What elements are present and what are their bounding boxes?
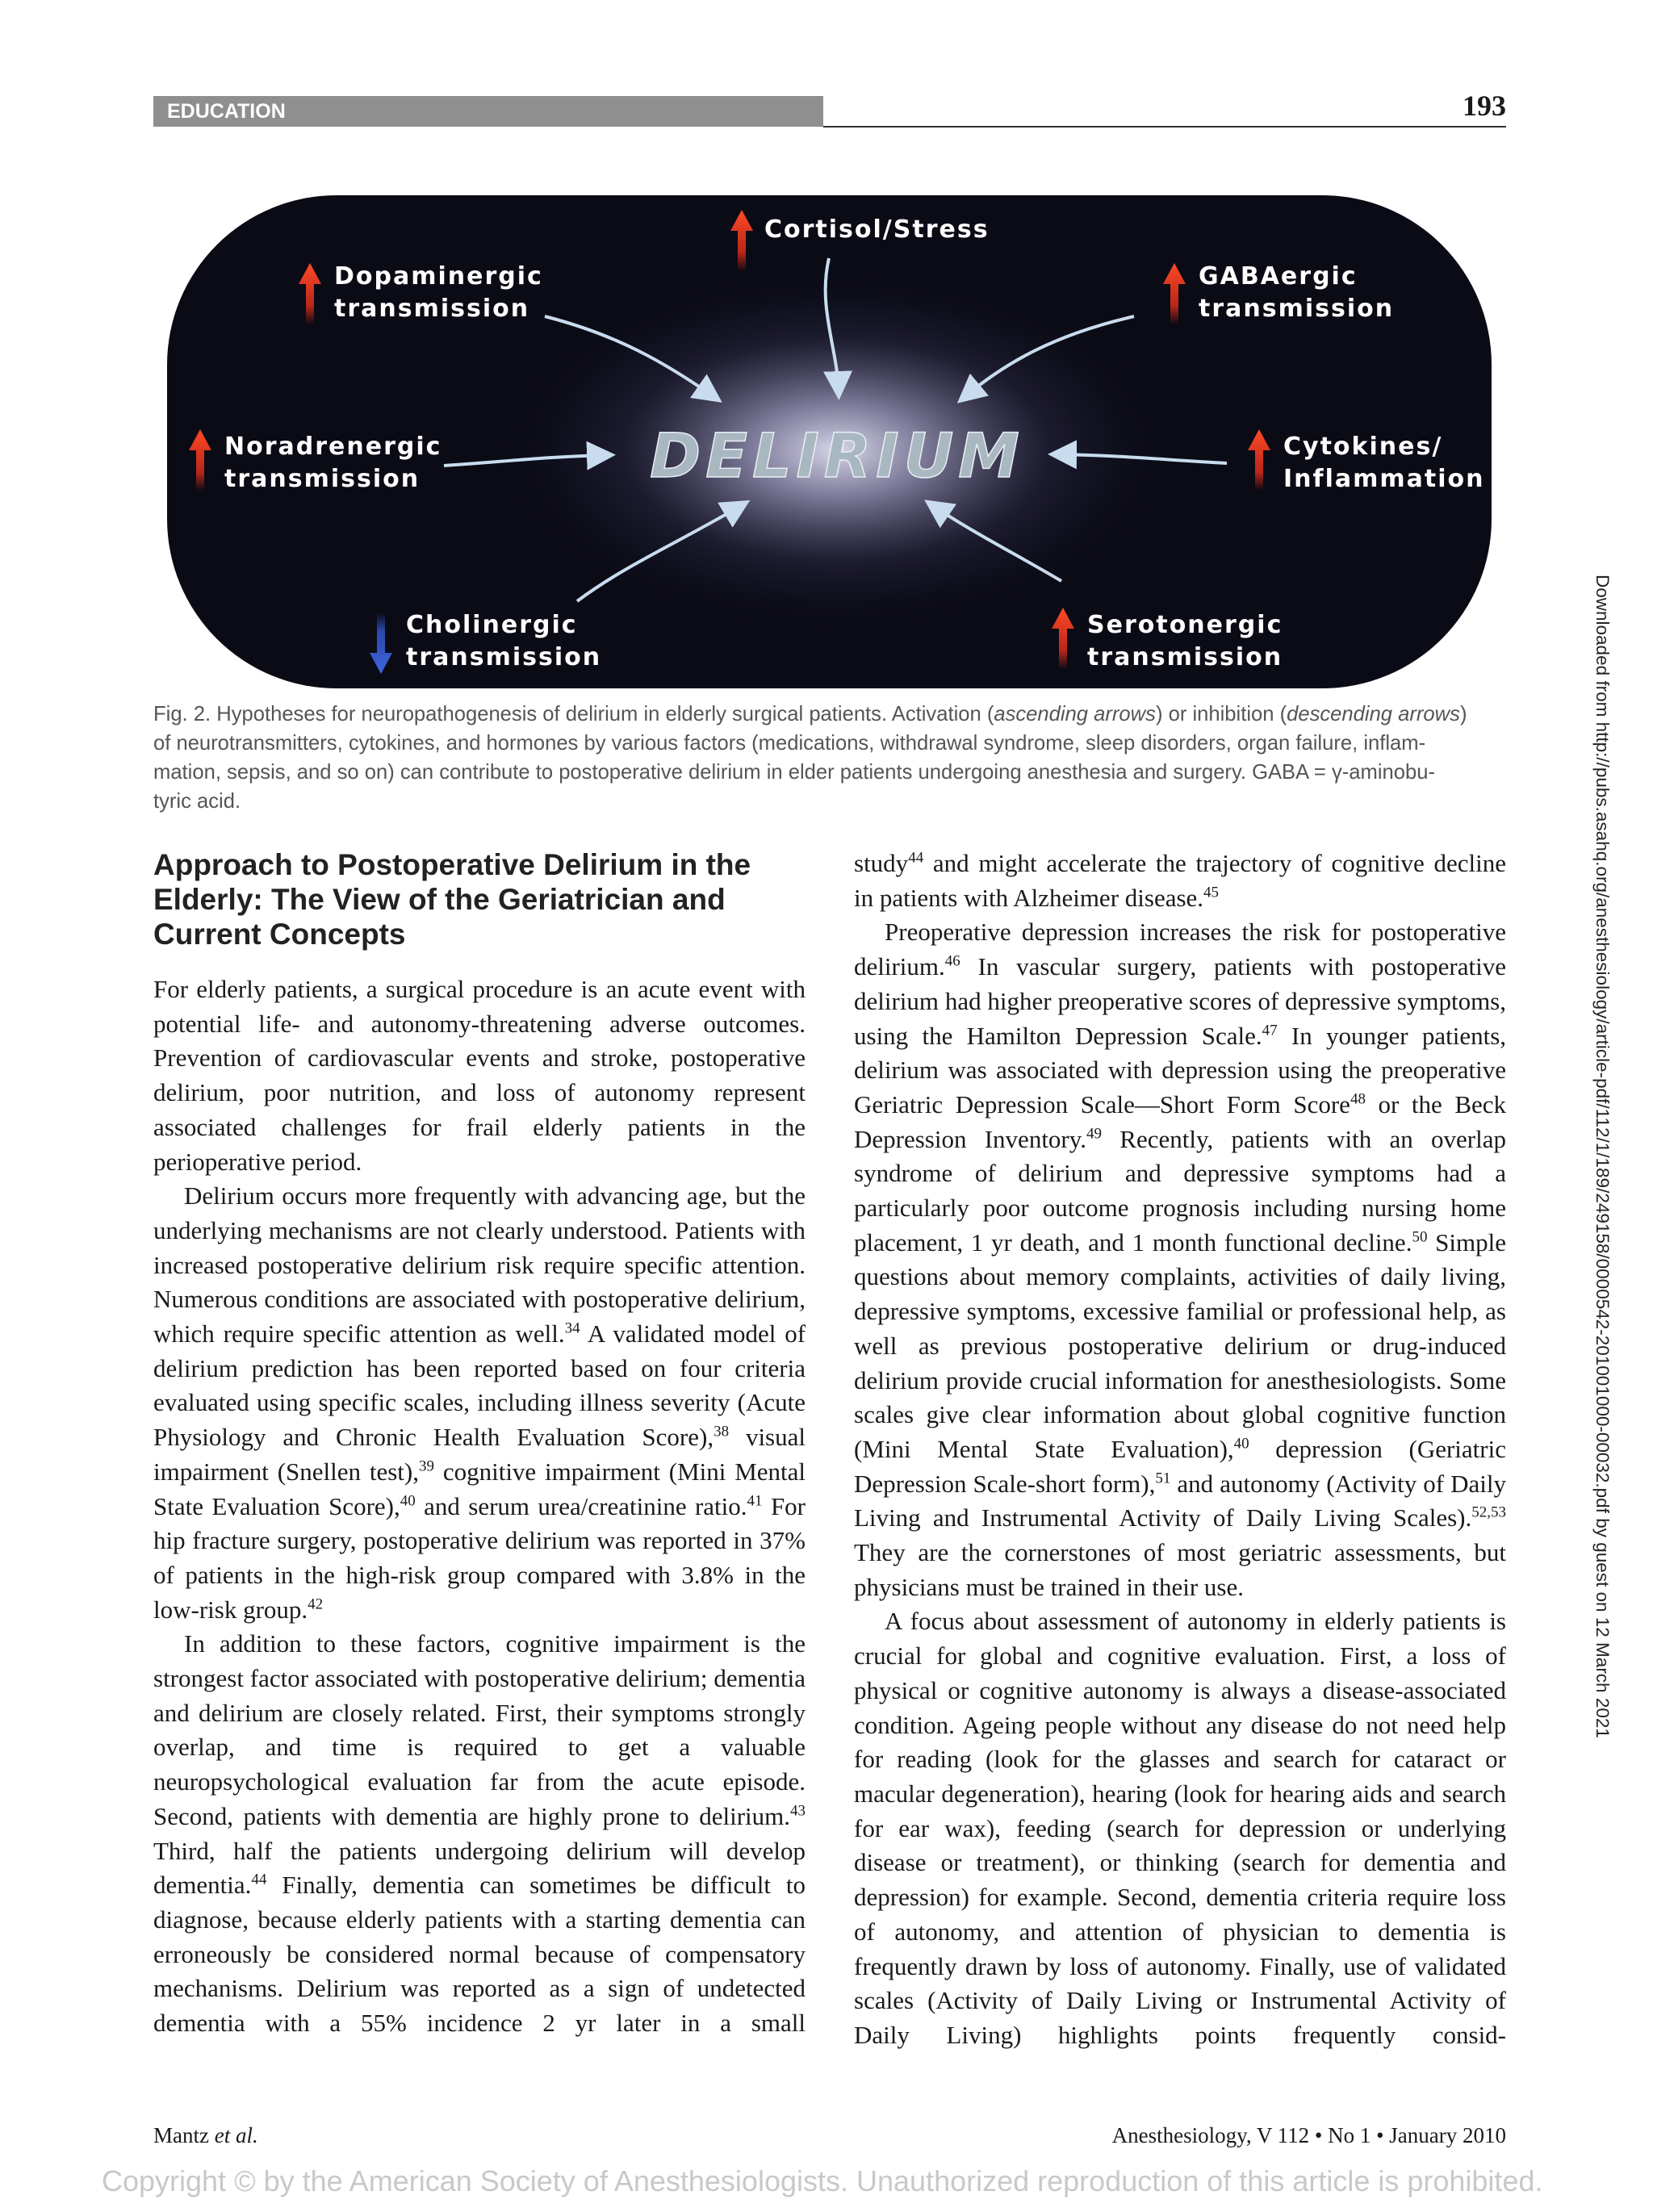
citation: 50 [1412, 1228, 1428, 1246]
citation: 41 [747, 1492, 763, 1510]
factor-dopaminergic-sublabel: transmission [334, 295, 530, 323]
delirium-label: DELIRIUM [650, 420, 1024, 491]
paragraph: For elderly patients, a surgical procedure is an acute event with potential life- and autonomy-threatening adverse outcomes. Prevention of cardiovascular events and stroke, postoperative delirium, poor nutrition, and loss of autonomy represent associated challenges for frail elderly patients in the perioperative period. [153, 975, 806, 1176]
citation: 47 [1262, 1022, 1278, 1039]
footer-journal: Anesthesiology, V 112 • No 1 • January 2010 [1111, 2123, 1506, 2147]
factor-gabaergic-label: GABAergic [1199, 262, 1358, 291]
factor-serotonergic-sublabel: transmission [1087, 643, 1283, 671]
citation: 40 [400, 1492, 416, 1510]
right-column [854, 847, 1506, 2053]
section-title: Approach to Postoperative Delirium in the Elderly: The View of the Geriatrician and Current Concepts [153, 848, 751, 951]
citation: 51 [1155, 1470, 1171, 1487]
citation: 42 [308, 1595, 324, 1613]
citation: 43 [790, 1802, 806, 1820]
factor-dopaminergic-label: Dopaminergic [334, 262, 543, 291]
paragraph: In addition to these factors, cognitive impairment is the strongest factor associated with postoperative delirium; dementia and delirium are closely related. First, their symptoms strongly overlap, and time is required to get a valuable neuropsychological evaluation far from the acute episode. Second, patients with dementia are highly prone to delirium.$^{43}$ Third, half the patients undergoing delirium will develop dementia.$^{44}$ Finally, dementia can sometimes be difficult to diagnose, because elderly patients with a starting dementia can erroneously be considered normal because of compensatory mechanisms. Delirium was reported as a sign of undetected dementia with a 55% incidence 2 yr later in a small [153, 1629, 806, 2038]
factor-serotonergic-label: Serotonergic [1087, 611, 1283, 639]
citation: 38 [714, 1423, 730, 1441]
factor-cortisol-label: Cortisol/Stress [764, 215, 990, 244]
download-note [1588, 575, 1616, 1738]
citation: 52,53 [1471, 1504, 1506, 1522]
citation: 49 [1086, 1125, 1102, 1143]
copyright-watermark: Copyright © by the American Society of Anesthesiologists. Unauthorized reproduction of this article is prohibited. [102, 2164, 1543, 2197]
paragraph: Delirium occurs more frequently with advancing age, but the underlying mechanisms are not clearly understood. Patients with increased postoperative delirium risk require specific attention. Numerous conditions are associated with postoperative delirium, which require specific attention as well.$^{34}$ A validated model of delirium prediction has been reported based on four criteria evaluated using specific scales, including illness severity (Acute Physiology and Chronic Health Evaluation Score),$^{38}$ visual impairment (Snellen test),$^{39}$ cognitive impairment (Mini Mental State Evaluation Score),$^{40}$ and serum urea/creatinine ratio.$^{41}$ For hip fracture surgery, postoperative delirium was reported in 37% of patients in the high-risk group compared with 3.8% in the low-risk group.$^{42}$ [153, 1181, 806, 1624]
factor-cholinergic-sublabel: transmission [406, 643, 602, 671]
factor-cytokines-sublabel: Inflammation [1283, 465, 1485, 493]
section-header: EDUCATION [153, 96, 823, 127]
factor-gabaergic-sublabel: transmission [1199, 295, 1395, 323]
citation: 45 [1203, 884, 1220, 901]
citation: 39 [419, 1457, 434, 1475]
caption-line: mation, sepsis, and so on) can contribute to postoperative delirium in elder patients undergoing anesthesia and surgery. GABA = γ-aminobu- [153, 761, 1435, 784]
paragraph: study$^{44}$ and might accelerate the trajectory of cognitive decline in patients with Alzheimer disease.$^{45}$ [854, 849, 1506, 912]
caption-line: Fig. 2. Hypotheses for neuropathogenesis of delirium in elderly surgical patients. Activation (ascending arrows) or inhibition (descending arrows) [153, 703, 1467, 725]
page-number: 193 [1463, 90, 1506, 122]
figure-caption [153, 700, 1506, 816]
delirium-figure [165, 194, 1493, 690]
citation: 34 [564, 1319, 580, 1337]
factor-cytokines-label: Cytokines/ [1283, 433, 1443, 461]
caption-line: of neurotransmitters, cytokines, and hormones by various factors (medications, withdrawal syndrome, sleep disorders, organ failure, inflam- [153, 732, 1426, 755]
citation: 48 [1350, 1090, 1366, 1108]
citation: 40 [1233, 1435, 1249, 1453]
left-column [153, 847, 806, 2041]
citation: 44 [251, 1871, 267, 1888]
delirium-diagram [165, 194, 1493, 690]
factor-cholinergic-label: Cholinergic [406, 611, 578, 639]
factor-noradrenergic-sublabel: transmission [224, 465, 421, 493]
citation: 44 [908, 849, 924, 867]
download-note-text: Downloaded from http://pubs.asahq.org/anesthesiology/article-pdf/112/1/189/249158/0000542-201001000-00032.pdf by guest on 12 March 2021 [1592, 575, 1613, 1738]
citation: 46 [944, 952, 960, 970]
footer-authors: Mantz et al. [153, 2123, 258, 2147]
paragraph: A focus about assessment of autonomy in elderly patients is crucial for global and cognitive evaluation. First, a loss of physical or cognitive autonomy is always a disease-associated condition. Ageing people without any disease do not need help for reading (look for the glasses and search for cataract or macular degeneration), hearing (look for hearing aids and search for ear wax), feeding (search for depression or underlying disease or treatment), or thinking (search for dementia and depression) for example. Second, dementia criteria require loss of autonomy, and attention of physician to dementia is frequently drawn by loss of autonomy. Finally, use of validated scales (Activity of Daily Living or Instrumental Activity of Daily Living) highlights points frequently consid- [854, 1607, 1506, 2049]
paragraph: Preoperative depression increases the risk for postoperative delirium.$^{46}$ In vascular surgery, patients with postoperative delirium had higher preoperative scores of depressive symptoms, using the Hamilton Depression Scale.$^{47}$ In younger patients, delirium was associated with depression using the preoperative Geriatric Depression Scale—Short Form Score$^{48}$ or the Beck Depression Inventory.$^{49}$ Recently, patients with an overlap syndrome of delirium and depressive symptoms had a particularly poor outcome prognosis including nursing home placement, 1 yr death, and 1 month functional decline.$^{50}$ Simple questions about memory complaints, activities of daily living, depressive symptoms, excessive familial or professional help, as well as previous postoperative delirium or drug-induced delirium provide crucial information for anesthesiologists. Some scales give clear information about global cognitive function (Mini Mental State Evaluation),$^{40}$ depression (Geriatric Depression Scale-short form),$^{51}$ and autonomy (Activity of Daily Living and Instrumental Activity of Daily Living Scales).$^{52,53}$ They are the cornerstones of most geriatric assessments, but physicians must be trained in their use. [854, 918, 1507, 1601]
factor-noradrenergic-label: Noradrenergic [224, 433, 442, 461]
caption-line: tyric acid. [153, 790, 241, 813]
header-rule [823, 126, 1506, 128]
